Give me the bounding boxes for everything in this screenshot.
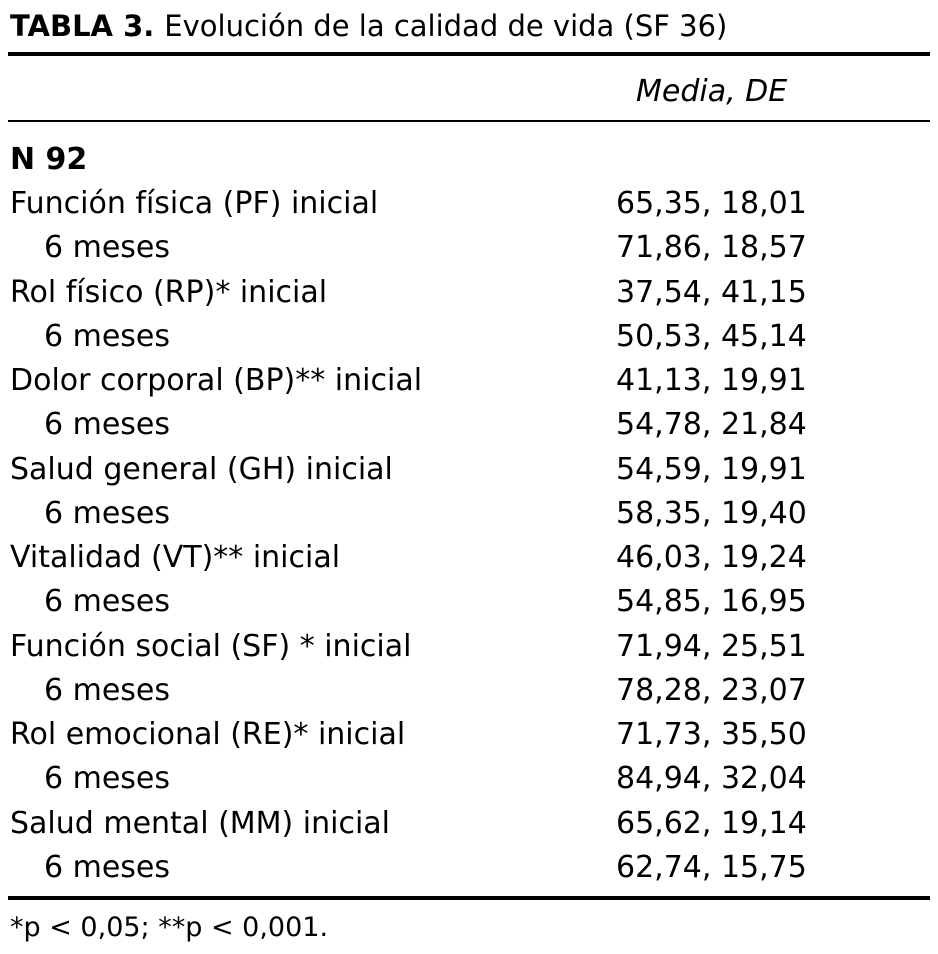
table-row [0,492,938,536]
row-label: 6 meses [44,761,171,797]
row-value: 50,53, 45,14 [616,318,807,354]
row-value: 71,86, 18,57 [616,230,807,266]
row-label: Salud general (GH) inicial [10,451,393,487]
row-label: 6 meses [44,318,171,354]
top-rule [8,52,930,56]
table-row [0,580,938,624]
bottom-rule [8,896,930,900]
row-value: 37,54, 41,15 [616,274,807,310]
header-rule [8,120,930,122]
row-value: 71,73, 35,50 [616,717,807,752]
table-row [0,315,938,359]
row-label: 6 meses [44,672,171,708]
table-row [0,713,938,757]
row-label: 6 meses [44,584,171,620]
table-row [0,448,938,492]
row-label: Vitalidad (VT)** inicial [10,540,341,575]
row-label: Dolor corporal (BP)** inicial [10,363,423,398]
row-label: Función física (PF) inicial [10,186,379,221]
table-row [0,182,938,226]
table-row [0,625,938,669]
table-caption [10,6,727,46]
row-value: 62,74, 15,75 [616,849,807,885]
row-value: 84,94, 32,04 [616,761,807,797]
row-label: 6 meses [44,407,171,443]
row-label: Función social (SF) * inicial [10,628,412,664]
table-row [0,403,938,447]
row-label: Rol físico (RP)* inicial [10,274,328,310]
column-header-media-de: Media, DE [636,74,788,109]
table-row [0,846,938,890]
row-value: 65,62, 19,14 [616,805,807,841]
table-title: Evolución de la calidad de vida (SF 36) [164,9,728,43]
table-row [0,536,938,580]
row-label: 6 meses [44,849,171,885]
row-value: 46,03, 19,24 [616,540,807,575]
table-number: TABLA 3. [10,9,155,43]
row-label: Salud mental (MM) inicial [10,805,391,841]
table-body [0,182,938,890]
table-row [0,802,938,846]
row-value: 54,59, 19,91 [616,451,807,487]
table-row [0,757,938,801]
table-row [0,226,938,270]
table-row [0,359,938,403]
row-value: 54,78, 21,84 [616,407,807,443]
row-label: 6 meses [44,230,171,266]
table-row [0,271,938,315]
table-row [0,669,938,713]
group-label: N 92 [10,142,88,177]
row-value: 41,13, 19,91 [616,363,807,398]
row-label: Rol emocional (RE)* inicial [10,717,406,752]
row-label: 6 meses [44,495,171,531]
row-value: 78,28, 23,07 [616,672,807,708]
row-value: 71,94, 25,51 [616,628,807,664]
row-value: 54,85, 16,95 [616,584,807,620]
row-value: 65,35, 18,01 [616,186,807,221]
footnote: *p < 0,05; **p < 0,001. [10,912,329,943]
row-value: 58,35, 19,40 [616,495,807,531]
